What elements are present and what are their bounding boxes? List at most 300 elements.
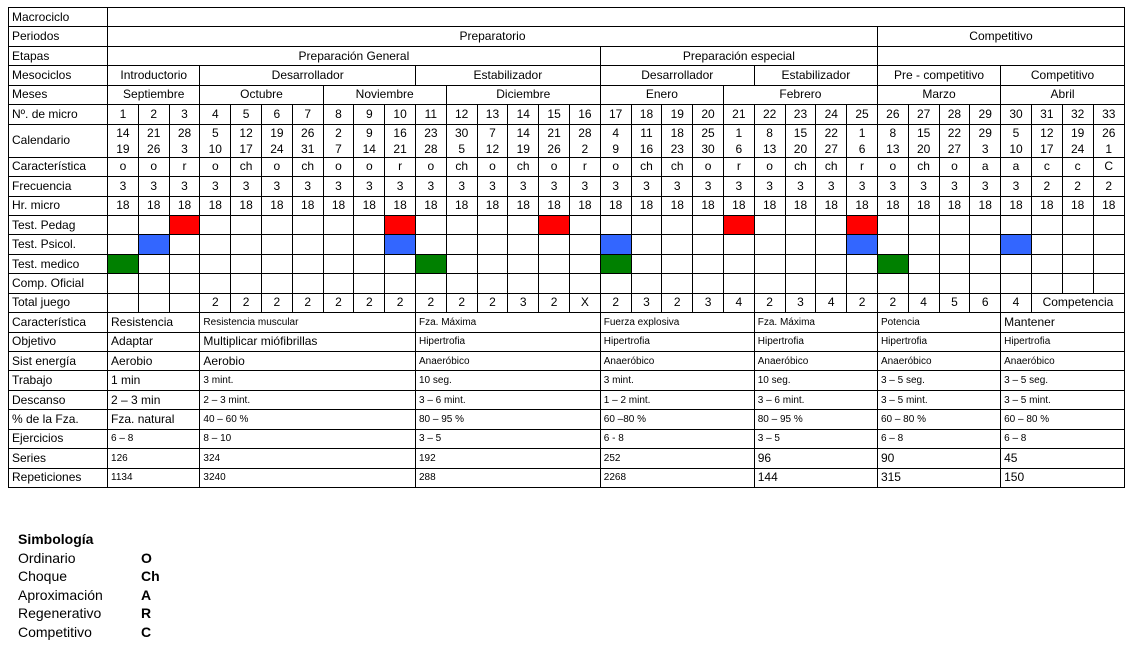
- calendar-start: 2: [335, 125, 342, 140]
- micro-number-cell: 24: [816, 105, 847, 124]
- test-medico-marker: [108, 254, 139, 273]
- test-pedag-cell: [785, 215, 816, 234]
- hours-cell: 18: [1031, 196, 1062, 215]
- total-cell: 2: [292, 293, 323, 312]
- total-cell: 4: [816, 293, 847, 312]
- param-value: 315: [877, 468, 1000, 487]
- row-etapas: [9, 46, 1125, 65]
- frequency-cell: 3: [169, 177, 200, 196]
- calendar-start: 30: [455, 125, 469, 140]
- calendar-start: 26: [1102, 125, 1116, 140]
- frequency-cell: 3: [262, 177, 293, 196]
- test-psicol-cell: [816, 235, 847, 254]
- calendar-start: 8: [766, 125, 773, 140]
- hours-cell: 18: [1093, 196, 1124, 215]
- param-value: Anaeróbico: [600, 352, 754, 371]
- micro-number-cell: 29: [970, 105, 1001, 124]
- test-pedag-cell: [231, 215, 262, 234]
- legend-title: Simbología: [18, 531, 94, 547]
- legend-code: C: [141, 623, 152, 640]
- frequency-cell: 3: [970, 177, 1001, 196]
- test-psicol-cell: [939, 235, 970, 254]
- test-pedag-cell: [1062, 215, 1093, 234]
- param-value: 60 – 80 %: [877, 410, 1000, 429]
- label-test-pedag: Test. Pedag: [9, 215, 108, 234]
- param-row: [9, 410, 1125, 429]
- calendar-end: 3: [981, 141, 989, 156]
- hours-cell: 18: [816, 196, 847, 215]
- test-psicol-cell: [970, 235, 1001, 254]
- param-value: 6 – 8: [877, 429, 1000, 448]
- micro-number-cell: 22: [754, 105, 785, 124]
- mesocycle-cell: Competitivo: [1001, 66, 1125, 85]
- param-value: Anaeróbico: [754, 352, 877, 371]
- total-cell: 2: [847, 293, 878, 312]
- calendar-start: 22: [947, 125, 962, 140]
- calendar-cell: [600, 124, 631, 157]
- frequency-cell: 3: [754, 177, 785, 196]
- test-pedag-cell: [1001, 215, 1032, 234]
- param-value: 8 – 10: [200, 429, 416, 448]
- micro-number-cell: 9: [354, 105, 385, 124]
- comp-oficial-cell: [600, 274, 631, 293]
- comp-oficial-cell: [1062, 274, 1093, 293]
- characteristic-cell: o: [539, 157, 570, 176]
- hours-cell: 18: [569, 196, 600, 215]
- micro-number-cell: 26: [877, 105, 908, 124]
- test-pedag-cell: [631, 215, 662, 234]
- param-value: 3 – 6 mint.: [754, 390, 877, 409]
- frequency-cell: 3: [292, 177, 323, 196]
- calendar-end: 10: [208, 141, 222, 156]
- frequency-cell: 3: [662, 177, 693, 196]
- comp-oficial-cell: [816, 274, 847, 293]
- calendar-start: 8: [889, 125, 897, 140]
- month-cell: Septiembre: [108, 85, 200, 104]
- label-meses: Meses: [9, 85, 108, 104]
- total-cell: 2: [662, 293, 693, 312]
- legend: [18, 530, 160, 642]
- row-meses: [9, 85, 1125, 104]
- test-medico-cell: [354, 254, 385, 273]
- characteristic-cell: o: [415, 157, 446, 176]
- legend-code: Ch: [141, 568, 160, 585]
- calendar-cell: [231, 124, 262, 157]
- comp-oficial-cell: [1093, 274, 1124, 293]
- test-medico-cell: [1001, 254, 1032, 273]
- test-pedag-marker: [385, 215, 416, 234]
- test-pedag-marker: [847, 215, 878, 234]
- calendar-cell: [569, 124, 600, 157]
- test-pedag-cell: [662, 215, 693, 234]
- legend-item: [18, 586, 160, 605]
- characteristic-cell: a: [970, 157, 1001, 176]
- characteristic-cell: o: [200, 157, 231, 176]
- hours-cell: 18: [169, 196, 200, 215]
- comp-oficial-cell: [847, 274, 878, 293]
- param-value: 3 – 5 seg.: [1001, 371, 1125, 390]
- calendar-end: 9: [612, 141, 619, 156]
- calendar-end: 26: [547, 141, 561, 156]
- frequency-cell: 3: [600, 177, 631, 196]
- test-psicol-cell: [108, 235, 139, 254]
- test-pedag-cell: [877, 215, 908, 234]
- param-label: Sist energía: [9, 352, 108, 371]
- micro-number-cell: 11: [415, 105, 446, 124]
- calendar-end: 5: [458, 141, 466, 156]
- legend-items: [18, 549, 160, 642]
- hours-cell: 18: [539, 196, 570, 215]
- calendar-cell: [477, 124, 508, 157]
- calendar-cell: [138, 124, 169, 157]
- total-cell: 2: [539, 293, 570, 312]
- period-competitivo: Competitivo: [877, 27, 1124, 46]
- test-medico-cell: [231, 254, 262, 273]
- calendar-end: 3: [181, 141, 188, 156]
- calendar-start: 22: [824, 125, 838, 140]
- characteristic-cell: ch: [446, 157, 477, 176]
- micro-number-cell: 12: [446, 105, 477, 124]
- hours-cell: 18: [231, 196, 262, 215]
- calendar-end: 24: [270, 141, 284, 156]
- test-pedag-cell: [970, 215, 1001, 234]
- param-value: Potencia: [877, 313, 1000, 332]
- calendar-end: 17: [1040, 141, 1054, 156]
- frequency-cell: 3: [631, 177, 662, 196]
- label-test-psicol: Test. Psicol.: [9, 235, 108, 254]
- label-test-medico: Test. medico: [9, 254, 108, 273]
- legend-name: Ordinario: [18, 549, 76, 566]
- param-row: [9, 313, 1125, 332]
- characteristic-cell: ch: [231, 157, 262, 176]
- characteristic-cell: ch: [662, 157, 693, 176]
- total-cell: 2: [262, 293, 293, 312]
- frequency-cell: 3: [446, 177, 477, 196]
- test-psicol-cell: [539, 235, 570, 254]
- param-value: 3 mint.: [600, 371, 754, 390]
- hours-cell: 18: [1001, 196, 1032, 215]
- param-value: 3 – 5 mint.: [1001, 390, 1125, 409]
- param-row: [9, 449, 1125, 468]
- calendar-cell: [877, 124, 908, 157]
- stage-preparacion-especial: Preparación especial: [600, 46, 877, 65]
- characteristic-cell: o: [138, 157, 169, 176]
- test-psicol-cell: [569, 235, 600, 254]
- calendar-cell: [970, 124, 1001, 157]
- micro-number-cell: 5: [231, 105, 262, 124]
- calendar-cell: [415, 124, 446, 157]
- row-hr-micro: [9, 196, 1125, 215]
- param-value: 6 - 8: [600, 429, 754, 448]
- param-row: [9, 371, 1125, 390]
- legend-code: O: [141, 549, 152, 566]
- test-psicol-cell: [877, 235, 908, 254]
- characteristic-cell: ch: [508, 157, 539, 176]
- total-cell: 2: [754, 293, 785, 312]
- characteristic-cell: r: [723, 157, 754, 176]
- mesocycle-cell: Pre - competitivo: [877, 66, 1000, 85]
- row-comp-oficial: [9, 274, 1125, 293]
- param-label: Descanso: [9, 390, 108, 409]
- test-medico-cell: [385, 254, 416, 273]
- param-value: 10 seg.: [415, 371, 600, 390]
- total-cell: 5: [939, 293, 970, 312]
- test-pedag-marker: [169, 215, 200, 234]
- calendar-start: 1: [735, 125, 743, 140]
- month-cell: Octubre: [200, 85, 323, 104]
- hours-cell: 18: [785, 196, 816, 215]
- calendar-start: 25: [701, 125, 715, 140]
- comp-oficial-cell: [723, 274, 754, 293]
- calendar-end: 20: [916, 141, 931, 156]
- calendar-cell: [1062, 124, 1093, 157]
- hours-cell: 18: [693, 196, 724, 215]
- test-psicol-cell: [662, 235, 693, 254]
- test-pedag-cell: [354, 215, 385, 234]
- characteristic-cell: o: [693, 157, 724, 176]
- hours-cell: 18: [754, 196, 785, 215]
- comp-oficial-cell: [1031, 274, 1062, 293]
- row-macrociclo: [9, 8, 1125, 27]
- test-pedag-cell: [816, 215, 847, 234]
- test-pedag-cell: [138, 215, 169, 234]
- calendar-end: 19: [516, 141, 530, 156]
- comp-oficial-cell: [693, 274, 724, 293]
- param-value: Resistencia muscular: [200, 313, 416, 332]
- mesocycle-cell: Introductorio: [108, 66, 200, 85]
- test-psicol-cell: [508, 235, 539, 254]
- test-medico-cell: [200, 254, 231, 273]
- row-test-pedag: [9, 215, 1125, 234]
- micro-number-cell: 8: [323, 105, 354, 124]
- test-pedag-cell: [1093, 215, 1124, 234]
- micro-number-cell: 18: [631, 105, 662, 124]
- characteristic-cell: o: [877, 157, 908, 176]
- test-medico-cell: [754, 254, 785, 273]
- calendar-start: 21: [147, 125, 161, 140]
- calendar-end: 1: [1105, 141, 1113, 156]
- param-value: 96: [754, 449, 877, 468]
- frequency-cell: 3: [847, 177, 878, 196]
- characteristic-cell: ch: [631, 157, 662, 176]
- calendar-start: 11: [640, 125, 653, 140]
- test-pedag-cell: [508, 215, 539, 234]
- calendar-cell: [785, 124, 816, 157]
- frequency-cell: 3: [569, 177, 600, 196]
- hours-cell: 18: [600, 196, 631, 215]
- comp-oficial-cell: [446, 274, 477, 293]
- frequency-cell: 3: [877, 177, 908, 196]
- test-medico-cell: [1031, 254, 1062, 273]
- calendar-start: 12: [1040, 125, 1054, 140]
- total-cell: 4: [1001, 293, 1032, 312]
- micro-number-cell: 19: [662, 105, 693, 124]
- calendar-start: 28: [177, 125, 192, 140]
- test-psicol-cell: [200, 235, 231, 254]
- param-value: 6 – 8: [1001, 429, 1125, 448]
- test-pedag-marker: [539, 215, 570, 234]
- calendar-cell: [816, 124, 847, 157]
- test-pedag-cell: [908, 215, 939, 234]
- calendar-cell: [385, 124, 416, 157]
- param-value: 60 – 80 %: [1001, 410, 1125, 429]
- calendar-cell: [200, 124, 231, 157]
- comp-oficial-cell: [138, 274, 169, 293]
- characteristic-cell: c: [1062, 157, 1093, 176]
- characteristic-cell: o: [754, 157, 785, 176]
- comp-oficial-cell: [539, 274, 570, 293]
- label-periodos: Periodos: [9, 27, 108, 46]
- hours-cell: 18: [877, 196, 908, 215]
- hours-cell: 18: [292, 196, 323, 215]
- hours-cell: 18: [723, 196, 754, 215]
- param-row: [9, 429, 1125, 448]
- calendar-start: 26: [301, 125, 315, 140]
- calendar-end: 2: [581, 141, 589, 156]
- param-label: Ejercicios: [9, 429, 108, 448]
- micro-number-cell: 15: [539, 105, 570, 124]
- test-psicol-cell: [231, 235, 262, 254]
- param-row: [9, 468, 1125, 487]
- comp-oficial-cell: [385, 274, 416, 293]
- frequency-cell: 3: [415, 177, 446, 196]
- total-cell: 6: [970, 293, 1001, 312]
- legend-code: R: [141, 605, 152, 622]
- calendar-start: 5: [1012, 125, 1020, 140]
- param-value: Hipertrofia: [877, 332, 1000, 351]
- micro-number-cell: 25: [847, 105, 878, 124]
- test-pedag-cell: [200, 215, 231, 234]
- test-psicol-marker: [1001, 235, 1032, 254]
- param-value: 2 – 3 mint.: [200, 390, 416, 409]
- comp-oficial-cell: [477, 274, 508, 293]
- comp-oficial-cell: [970, 274, 1001, 293]
- test-medico-cell: [908, 254, 939, 273]
- comp-oficial-cell: [631, 274, 662, 293]
- comp-oficial-cell: [877, 274, 908, 293]
- calendar-cell: [354, 124, 385, 157]
- hours-cell: 18: [354, 196, 385, 215]
- micro-number-cell: 17: [600, 105, 631, 124]
- mesocycle-cell: Estabilizador: [415, 66, 600, 85]
- total-cell: 2: [877, 293, 908, 312]
- characteristic-cell: o: [939, 157, 970, 176]
- frequency-cell: 2: [1031, 177, 1062, 196]
- competencia-cell: Competencia: [1031, 293, 1124, 312]
- test-medico-cell: [262, 254, 293, 273]
- calendar-end: 6: [858, 141, 866, 156]
- param-value: 6 – 8: [108, 429, 200, 448]
- total-cell: 2: [446, 293, 477, 312]
- mesocycle-cell: Desarrollador: [600, 66, 754, 85]
- total-cell: 3: [785, 293, 816, 312]
- parameters-section: [9, 313, 1125, 488]
- calendar-end: 20: [793, 141, 808, 156]
- total-cell: [169, 293, 200, 312]
- test-psicol-marker: [600, 235, 631, 254]
- micro-number-cell: 6: [262, 105, 293, 124]
- calendar-start: 12: [239, 125, 253, 140]
- label-total-juego: Total juego: [9, 293, 108, 312]
- row-micro: [9, 105, 1125, 124]
- label-micro: Nº. de micro: [9, 105, 108, 124]
- param-value: 150: [1001, 468, 1125, 487]
- param-label: % de la Fza.: [9, 410, 108, 429]
- test-pedag-cell: [108, 215, 139, 234]
- test-medico-cell: [847, 254, 878, 273]
- calendar-start: 1: [858, 125, 866, 140]
- total-cell: 2: [231, 293, 262, 312]
- mesocycle-cell: Desarrollador: [200, 66, 416, 85]
- test-pedag-cell: [446, 215, 477, 234]
- param-value: Anaeróbico: [877, 352, 1000, 371]
- characteristic-cell: ch: [292, 157, 323, 176]
- hours-cell: 18: [477, 196, 508, 215]
- test-psicol-cell: [446, 235, 477, 254]
- calendar-end: 12: [485, 141, 500, 156]
- param-value: 80 – 95 %: [754, 410, 877, 429]
- param-value: 1 – 2 mint.: [600, 390, 754, 409]
- legend-item: [18, 567, 160, 586]
- param-value: 10 seg.: [754, 371, 877, 390]
- param-value: 40 – 60 %: [200, 410, 416, 429]
- micro-number-cell: 2: [138, 105, 169, 124]
- hours-cell: 18: [908, 196, 939, 215]
- param-value: Hipertrofia: [754, 332, 877, 351]
- hours-cell: 18: [1062, 196, 1093, 215]
- month-cell: Diciembre: [446, 85, 600, 104]
- frequency-cell: 3: [354, 177, 385, 196]
- comp-oficial-cell: [785, 274, 816, 293]
- calendar-cell: [908, 124, 939, 157]
- micro-number-cell: 14: [508, 105, 539, 124]
- calendar-cell: [169, 124, 200, 157]
- param-value: 1134: [108, 468, 200, 487]
- total-cell: 2: [323, 293, 354, 312]
- comp-oficial-cell: [939, 274, 970, 293]
- frequency-cell: 3: [385, 177, 416, 196]
- row-frecuencia: [9, 177, 1125, 196]
- test-psicol-cell: [1062, 235, 1093, 254]
- test-medico-marker: [877, 254, 908, 273]
- total-cell: 4: [723, 293, 754, 312]
- characteristic-cell: a: [1001, 157, 1032, 176]
- micro-number-cell: 20: [693, 105, 724, 124]
- total-cell: X: [569, 293, 600, 312]
- test-pedag-cell: [477, 215, 508, 234]
- param-value: Resistencia: [108, 313, 200, 332]
- comp-oficial-cell: [323, 274, 354, 293]
- characteristic-cell: r: [169, 157, 200, 176]
- total-cell: [108, 293, 139, 312]
- calendar-end: 24: [1070, 141, 1085, 156]
- test-pedag-cell: [292, 215, 323, 234]
- macrociclo-value: [108, 8, 1125, 27]
- legend-item: [18, 623, 160, 642]
- test-psicol-cell: [1093, 235, 1124, 254]
- test-psicol-cell: [723, 235, 754, 254]
- characteristic-cell: o: [262, 157, 293, 176]
- comp-oficial-cell: [169, 274, 200, 293]
- legend-name: Regenerativo: [18, 605, 102, 622]
- test-medico-cell: [1093, 254, 1124, 273]
- frequency-cell: 2: [1062, 177, 1093, 196]
- calendar-start: 9: [365, 125, 373, 140]
- param-label: Series: [9, 449, 108, 468]
- param-value: 2268: [600, 468, 754, 487]
- test-medico-cell: [539, 254, 570, 273]
- test-psicol-marker: [385, 235, 416, 254]
